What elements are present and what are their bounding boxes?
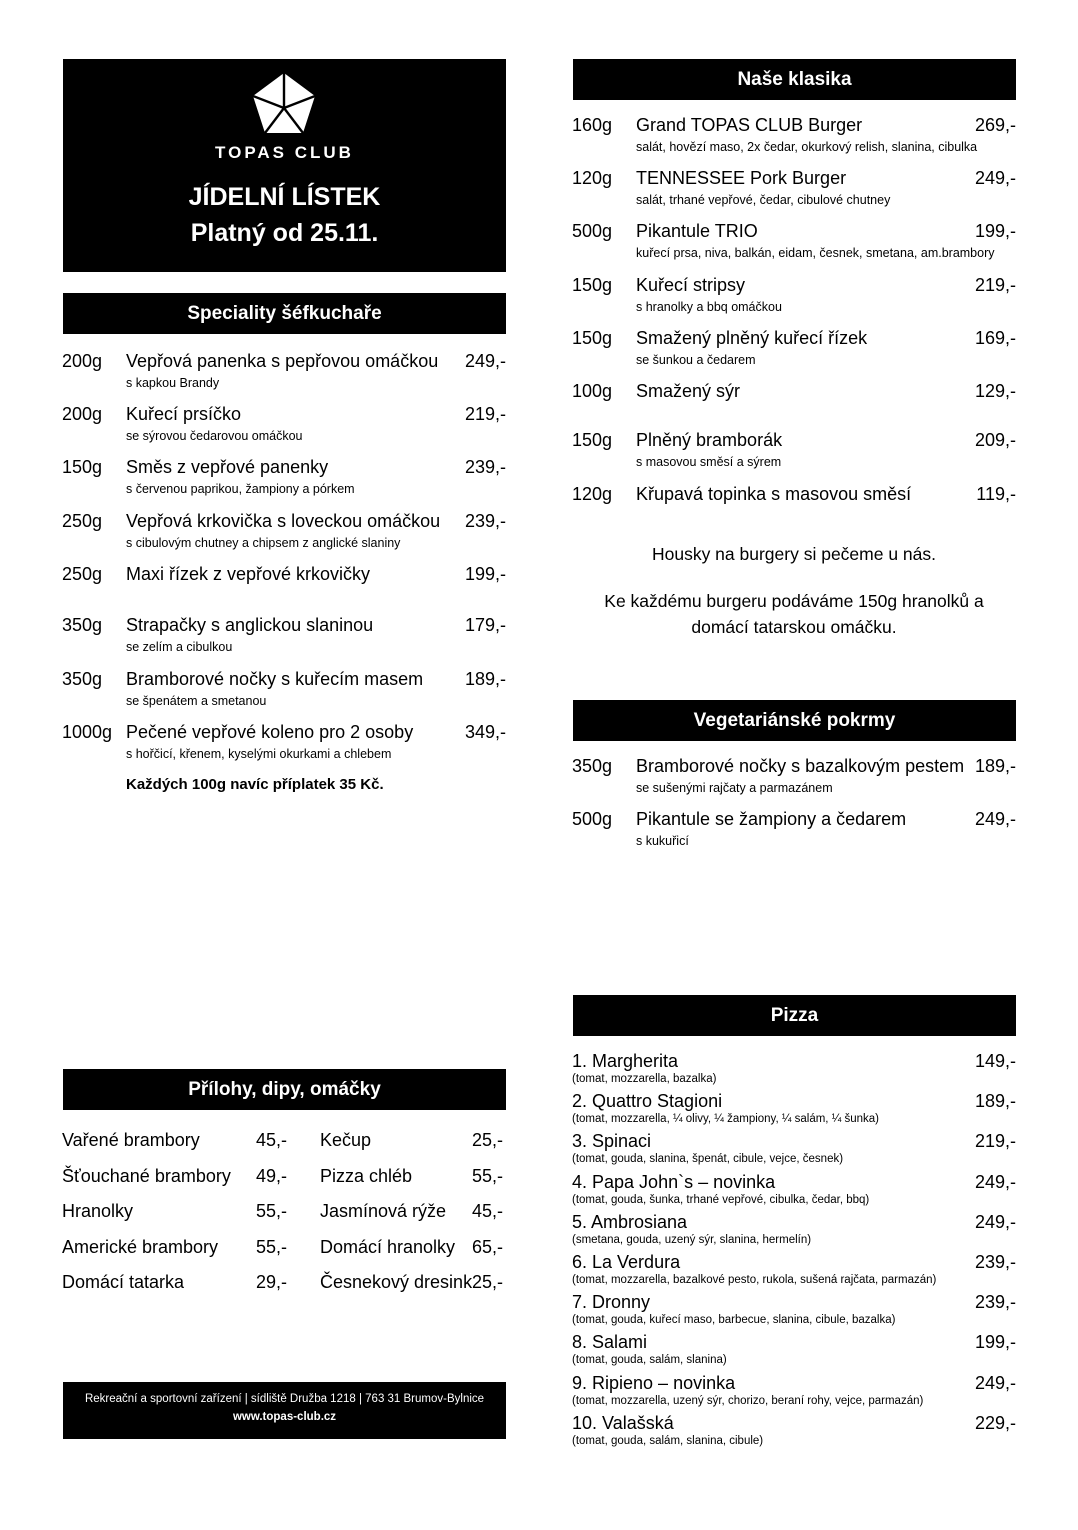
klasika-note-fries-line1: Ke každému burgeru podáváme 150g hranolků a (604, 591, 984, 611)
dip-price: 55,- (472, 1166, 504, 1186)
menu-title-line2: Platný od 25.11. (190, 219, 379, 247)
side-dish-name: Vařené brambory (62, 1130, 200, 1150)
pizza-ingredients: (tomat, gouda, salám, slanina, cibule) (572, 1434, 764, 1447)
item-weight: 350g (572, 756, 613, 776)
item-weight: 500g (572, 809, 613, 829)
pizza-price: 239,- (974, 1252, 1016, 1272)
pizza-item (572, 1172, 1016, 1212)
item-description: kuřecí prsa, niva, balkán, eidam, česnek, smetana, am.brambory (636, 246, 995, 260)
dip-price: 45,- (472, 1201, 504, 1221)
menu-title (63, 179, 506, 251)
item-price: 129,- (974, 381, 1016, 401)
side-dish-name: Hranolky (62, 1201, 134, 1221)
item-weight: 350g (62, 615, 103, 635)
item-price: 209,- (974, 430, 1016, 450)
speciality-note: Každých 100g navíc příplatek 35 Kč. (126, 776, 384, 793)
pizza-name: 9. Ripieno – novinka (572, 1372, 736, 1393)
item-weight: 250g (62, 564, 103, 584)
pizza-price: 239,- (974, 1292, 1016, 1313)
klasika-note-buns: Housky na burgery si pečeme u nás. (651, 544, 937, 564)
item-price: 249,- (974, 168, 1016, 188)
menu-item (62, 457, 506, 507)
item-weight: 150g (572, 430, 613, 450)
pizza-name: 6. La Verdura (572, 1252, 681, 1272)
menu-item (62, 511, 506, 561)
item-price: 249,- (464, 351, 506, 371)
footer-website: www.topas-club.cz (232, 1411, 337, 1423)
item-description: salát, trhané vepřové, čedar, cibulové chutney (636, 193, 891, 207)
item-description: se špenátem a smetanou (126, 694, 267, 708)
pizza-name: 5. Ambrosiana (572, 1211, 688, 1232)
topas-logo-icon (252, 72, 316, 134)
item-name: Kuřecí prsíčko (126, 404, 242, 424)
side-dish-price: 49,- (256, 1166, 288, 1186)
pizza-item (572, 1292, 1016, 1332)
klasika-note-fries-line2: domácí tatarskou omáčku. (691, 617, 897, 637)
menu-item (572, 809, 1016, 859)
pizza-item (572, 1252, 1016, 1292)
item-name: Plněný bramborák (636, 430, 783, 450)
dip-name: Česnekový dresink (320, 1272, 473, 1292)
item-price: 239,- (464, 457, 506, 477)
item-weight: 250g (62, 511, 103, 531)
pizza-ingredients: (tomat, gouda, šunka, trhané vepřové, cibulka, čedar, bbq) (572, 1193, 870, 1206)
pizza-price: 249,- (974, 1211, 1016, 1232)
pizza-ingredients: (tomat, mozzarella, uzený sýr, chorizo, beraní rohy, vejce, parmazán) (572, 1394, 924, 1407)
pizza-price: 149,- (974, 1051, 1016, 1071)
item-weight: 150g (572, 328, 613, 348)
menu-item (62, 564, 506, 614)
pizza-name: 4. Papa John`s – novinka (572, 1171, 776, 1192)
pizza-ingredients: (tomat, mozzarella, bazalkové pesto, rukola, sušená rajčata, parmazán) (572, 1274, 937, 1286)
pizza-price: 199,- (974, 1332, 1016, 1353)
pizza-price: 249,- (974, 1372, 1016, 1393)
menu-item (572, 381, 1016, 431)
prilohy-section-header: Přílohy, dipy, omáčky (63, 1069, 506, 1110)
item-price: 219,- (464, 404, 506, 424)
pizza-ingredients: (smetana, gouda, uzený sýr, slanina, hermelín) (572, 1233, 812, 1246)
item-weight: 200g (62, 404, 103, 424)
pizza-item (572, 1332, 1016, 1372)
menu-item (572, 484, 1016, 534)
item-name: Směs z vepřové panenky (126, 457, 329, 477)
pizza-item (572, 1131, 1016, 1171)
pizza-ingredients: (tomat, gouda, kuřecí maso, barbecue, slanina, cibule, bazalka) (572, 1314, 896, 1327)
menu-item (572, 221, 1016, 271)
side-dish-price: 45,- (256, 1130, 288, 1150)
menu-title-line1: JÍDELNÍ LÍSTEK (188, 183, 381, 211)
side-dish-name: Šťouchané brambory (62, 1166, 231, 1186)
pizza-item (572, 1051, 1016, 1091)
item-description: s hořčicí, křenem, kyselými okurkami a chlebem (126, 747, 392, 761)
item-description: salát, hovězí maso, 2x čedar, okurkový relish, slanina, cibulka (636, 140, 978, 154)
item-price: 199,- (464, 564, 506, 584)
item-price: 169,- (974, 328, 1016, 348)
item-name: TENNESSEE Pork Burger (636, 168, 847, 188)
item-price: 349,- (464, 722, 506, 742)
brand-name: TOPAS CLUB (215, 143, 354, 162)
item-name: Grand TOPAS CLUB Burger (636, 115, 863, 135)
menu-item (572, 328, 1016, 378)
pizza-item (572, 1413, 1016, 1453)
side-dish-price: 55,- (256, 1237, 288, 1257)
side-dish-name: Americké brambory (62, 1237, 219, 1257)
pizza-name: 10. Valašská (572, 1412, 674, 1433)
item-name: Maxi řízek z vepřové krkovičky (126, 564, 371, 584)
klasika-section-header: Naše klasika (573, 59, 1016, 100)
pizza-name: 7. Dronny (572, 1292, 651, 1313)
item-price: 189,- (464, 669, 506, 689)
item-description: se zelím a cibulkou (126, 640, 233, 654)
pizza-name: 8. Salami (572, 1332, 648, 1353)
footer-box (63, 1382, 506, 1439)
menu-item (572, 430, 1016, 480)
item-description: se sušenými rajčaty a parmazánem (636, 781, 833, 795)
item-weight: 160g (572, 115, 613, 135)
item-price: 179,- (464, 615, 506, 635)
item-name: Smažený sýr (636, 381, 741, 401)
item-name: Bramborové nočky s kuřecím masem (126, 669, 424, 689)
pizza-ingredients: (tomat, gouda, slanina, špenát, cibule, vejce, česnek) (572, 1153, 844, 1166)
item-name: Strapačky s anglickou slaninou (126, 615, 374, 635)
pizza-item (572, 1091, 1016, 1131)
pizza-section-header: Pizza (573, 995, 1016, 1036)
side-dish-price: 55,- (256, 1201, 288, 1221)
dip-name: Domácí hranolky (320, 1237, 456, 1257)
item-description: s kapkou Brandy (126, 376, 220, 390)
vege-section-header: Vegetariánské pokrmy (573, 700, 1016, 741)
menu-item (62, 615, 506, 665)
item-description: se sýrovou čedarovou omáčkou (126, 429, 303, 443)
item-price: 219,- (974, 275, 1016, 295)
item-weight: 350g (62, 669, 103, 689)
item-name: Kuřecí stripsy (636, 275, 746, 295)
pizza-price: 219,- (974, 1131, 1016, 1152)
side-dish-name: Domácí tatarka (62, 1272, 185, 1292)
dip-name: Jasmínová rýže (320, 1201, 447, 1221)
speciality-section-header: Speciality šéfkuchaře (63, 293, 506, 334)
item-price: 119,- (976, 484, 1016, 504)
menu-item (572, 115, 1016, 165)
klasika-note-fries (572, 588, 1016, 640)
item-name: Pikantule TRIO (636, 221, 758, 241)
pizza-name: 2. Quattro Stagioni (572, 1091, 723, 1112)
item-price: 249,- (974, 809, 1016, 829)
item-weight: 1000g (62, 722, 113, 742)
dip-price: 25,- (472, 1130, 504, 1150)
side-dish-price: 29,- (256, 1272, 288, 1292)
pizza-price: 229,- (974, 1412, 1016, 1433)
pizza-name: 1. Margherita (572, 1051, 679, 1071)
item-description: s kukuřicí (636, 834, 689, 848)
item-weight: 150g (62, 457, 103, 477)
menu-item (62, 351, 506, 401)
menu-item (572, 168, 1016, 218)
pizza-item (572, 1212, 1016, 1252)
item-price: 269,- (974, 115, 1016, 135)
item-weight: 500g (572, 221, 613, 241)
pizza-name: 3. Spinaci (572, 1131, 652, 1152)
menu-item (62, 722, 506, 772)
item-weight: 200g (62, 351, 103, 371)
item-weight: 100g (572, 381, 613, 401)
pizza-ingredients: (tomat, mozzarella, ¼ olivy, ¼ žampiony, ¼ salám, ¼ šunka) (572, 1113, 879, 1126)
header-box (63, 59, 506, 272)
pizza-price: 189,- (974, 1091, 1016, 1112)
item-description: se šunkou a čedarem (636, 353, 756, 367)
pizza-ingredients: (tomat, gouda, salám, slanina) (572, 1354, 727, 1367)
pizza-ingredients: (tomat, mozzarella, bazalka) (572, 1073, 717, 1085)
menu-item (62, 404, 506, 454)
item-name: Smažený plněný kuřecí řízek (636, 328, 868, 348)
menu-item (572, 756, 1016, 806)
item-description: s hranolky a bbq omáčkou (636, 300, 782, 314)
item-price: 189,- (974, 756, 1016, 776)
menu-item (572, 275, 1016, 325)
footer-address: Rekreační a sportovní zařízení | sídliště Družba 1218 | 763 31 Brumov-Bylnice (84, 1393, 485, 1405)
item-weight: 120g (572, 168, 613, 188)
item-name: Pikantule se žampiony a čedarem (636, 809, 907, 829)
item-name: Vepřová panenka s pepřovou omáčkou (126, 351, 439, 371)
item-description: s červenou paprikou, žampiony a pórkem (126, 482, 355, 496)
item-price: 199,- (974, 221, 1016, 241)
menu-item (62, 669, 506, 719)
item-weight: 150g (572, 275, 613, 295)
item-name: Bramborové nočky s bazalkovým pestem (636, 756, 965, 776)
pizza-price: 249,- (974, 1171, 1016, 1192)
item-price: 239,- (464, 511, 506, 531)
pizza-item (572, 1373, 1016, 1413)
dip-price: 65,- (472, 1237, 504, 1257)
item-description: s masovou směsí a sýrem (636, 455, 782, 469)
dip-name: Kečup (320, 1130, 372, 1150)
item-weight: 120g (572, 484, 613, 504)
item-description: s cibulovým chutney a chipsem z anglické slaniny (126, 536, 401, 550)
item-name: Vepřová krkovička s loveckou omáčkou (126, 511, 441, 531)
item-name: Křupavá topinka s masovou směsí (636, 484, 912, 504)
item-name: Pečené vepřové koleno pro 2 osoby (126, 722, 414, 742)
dip-price: 25,- (472, 1272, 504, 1292)
dip-name: Pizza chléb (320, 1166, 413, 1186)
